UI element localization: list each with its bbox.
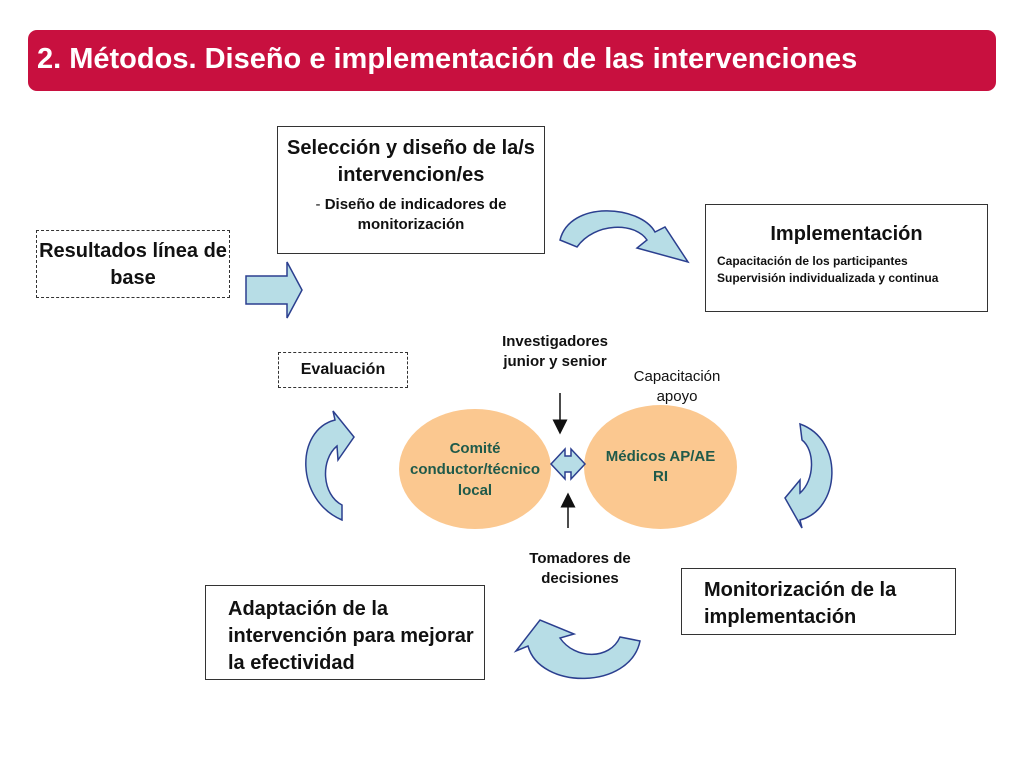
medicos-text: Médicos AP/AE RI — [605, 448, 716, 485]
resultados-text: Resultados línea de base — [39, 240, 227, 289]
implementacion-line-1: Capacitación de los participantes — [717, 254, 908, 268]
implementacion-line-2: Supervisión individualizada y continua — [717, 271, 939, 285]
arrow-right-icon — [246, 262, 302, 318]
comite-text: Comité conductor/técnico local — [409, 439, 540, 499]
label-investigadores: Investigadores junior y senior — [502, 333, 608, 370]
label-capacitacion-apoyo: Capacitación apoyo — [633, 368, 721, 405]
implementacion-title: Implementación — [770, 223, 923, 245]
monitorizacion-text: Monitorización de la implementación — [704, 579, 897, 628]
slide-title: 2. Métodos. Diseño e implementación de las intervenciones — [28, 30, 996, 91]
seleccion-title: Selección y diseño de la/s intervencion/es — [287, 137, 535, 186]
evaluacion-text: Evaluación — [300, 361, 386, 378]
curved-arrow-bottom-icon — [516, 620, 640, 678]
curved-arrow-left-icon — [306, 411, 354, 520]
double-arrow-icon — [551, 449, 585, 479]
label-tomadores: Tomadores de decisiones — [529, 550, 631, 587]
adaptacion-text: Adaptación de la intervención para mejorar la efectividad — [228, 598, 474, 674]
seleccion-bullet-text: Diseño de indicadores de monitorización — [324, 196, 507, 233]
seleccion-bullet-dash: - — [315, 196, 325, 213]
curved-arrow-right-icon — [785, 424, 832, 528]
curved-arrow-top-icon — [560, 211, 688, 262]
